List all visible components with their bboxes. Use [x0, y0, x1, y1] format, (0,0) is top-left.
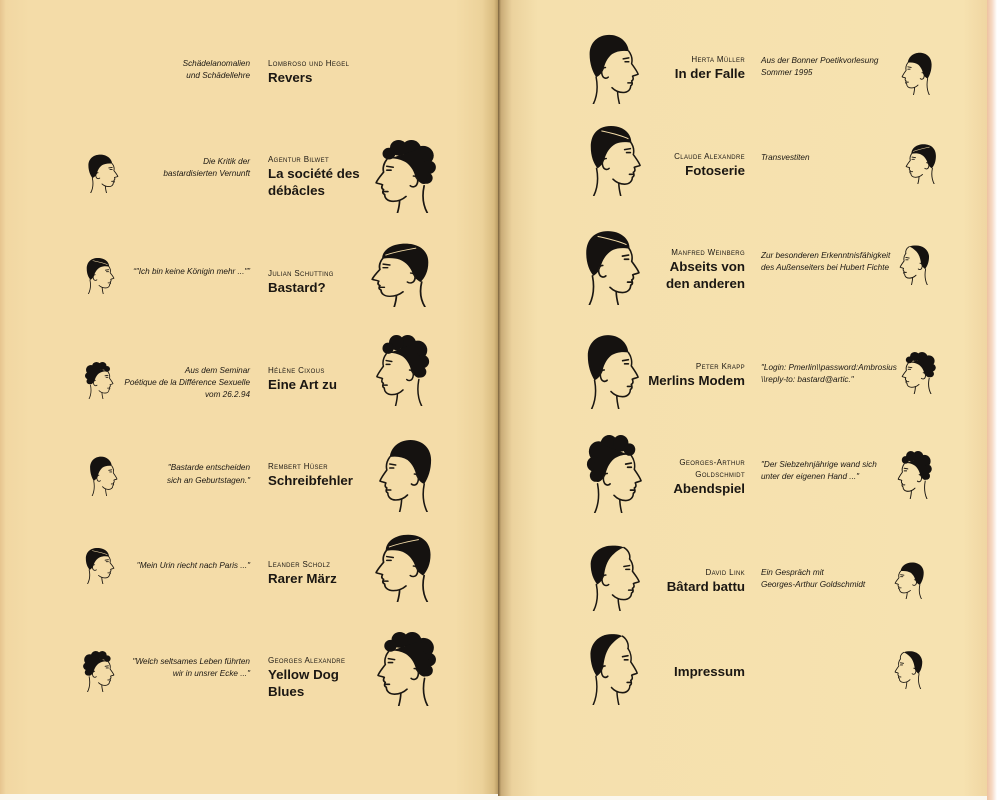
author-line: David Link: [705, 568, 745, 577]
page-edge: [987, 0, 997, 800]
toc-entry: [268, 655, 378, 700]
entry-title: [268, 667, 378, 700]
author-line: Agentur Bilwet: [268, 155, 330, 164]
subtitle-line: und Schädellehre: [186, 71, 250, 80]
author-line: Lombroso und Hegel: [268, 59, 350, 68]
title-line: Merlins Modem: [648, 373, 745, 388]
author-line: Peter Krapp: [695, 362, 745, 371]
author-line: Claude Alexandre: [674, 152, 745, 161]
entry-subtitle: [761, 250, 901, 274]
title-line: Yellow Dog: [268, 667, 339, 682]
toc-entry: [560, 54, 745, 83]
subtitle-line: Sommer 1995: [761, 68, 813, 77]
subtitle-line: "Bastarde entscheiden: [167, 463, 250, 472]
subtitle-line: Aus der Bonner Poetikvorlesung: [761, 56, 879, 65]
entry-title: [560, 66, 745, 83]
entry-author: [268, 559, 378, 571]
entry-author: [268, 58, 378, 70]
entry-title: [560, 481, 745, 498]
entry-title: [268, 377, 378, 394]
entry-subtitle: [761, 459, 901, 483]
toc-entry: [268, 58, 378, 87]
title-line: Bastard?: [268, 280, 326, 295]
title-line: Fotoserie: [685, 163, 745, 178]
author-line: Rembert Hüser: [268, 462, 328, 471]
entry-author: [560, 54, 745, 66]
toc-entry: [560, 361, 745, 390]
subtitle-line: "Welch seltsames Leben führten: [132, 657, 250, 666]
toc-entry: [268, 559, 378, 588]
entry-subtitle: [60, 656, 250, 680]
entry-title: [560, 163, 745, 180]
subtitle-line: wir in unsrer Ecke ...": [172, 669, 250, 678]
entry-author: [560, 151, 745, 163]
entry-subtitle: [60, 462, 250, 487]
profile-head-illustration: [370, 240, 436, 307]
title-line: Rarer März: [268, 571, 337, 586]
profile-head-illustration: [375, 335, 431, 406]
profile-head-illustration: [374, 531, 438, 602]
profile-head-illustration: [894, 561, 927, 599]
subtitle-line: unter der eigenen Hand ...": [761, 472, 860, 481]
subtitle-line: "Der Siebzehnjährige wand sich: [761, 460, 877, 469]
entry-subtitle: [60, 365, 250, 401]
subtitle-line: “"Ich bin keine Königin mehr ..."”: [133, 267, 250, 276]
subtitle-line: Poétique de la Différence Sexuelle: [124, 378, 250, 387]
profile-head-illustration: [897, 451, 933, 499]
toc-entry: [268, 154, 378, 199]
subtitle-line: des Außenseiters bei Hubert Fichte: [761, 263, 890, 272]
subtitle-line: Schädelanomalien: [182, 59, 250, 68]
entry-author: [268, 268, 378, 280]
subtitle-line: Aus dem Seminar: [184, 366, 250, 375]
subtitle-line: sich an Geburtstagen.": [166, 475, 250, 485]
toc-entry: [560, 567, 745, 596]
toc-entry: [560, 151, 745, 180]
entry-author: [268, 655, 378, 667]
entry-subtitle: [761, 362, 901, 386]
title-line: Impressum: [674, 664, 745, 679]
entry-author: [268, 365, 378, 377]
entry-title: [560, 664, 745, 681]
subtitle-line: Ein Gespräch mit: [761, 568, 824, 577]
entry-author: [560, 567, 745, 579]
subtitle-line: bastardisierten Vernunft: [163, 169, 250, 178]
subtitle-line: "Login: Pmerlin\\password:Ambrosius: [761, 363, 897, 372]
author-line: Julian Schutting: [268, 269, 334, 278]
entry-author: [268, 154, 378, 166]
subtitle-line: \\reply-to: bastard@artic.": [761, 375, 854, 384]
entry-title: [268, 70, 378, 87]
title-line: In der Falle: [674, 66, 745, 81]
toc-entry: [268, 365, 378, 394]
title-line: La société des: [268, 166, 360, 181]
entry-subtitle: [60, 266, 250, 278]
author-line: Hélène Cixous: [268, 366, 325, 375]
toc-entry: [560, 457, 745, 498]
author-line: Georges-Arthur: [679, 458, 745, 467]
entry-title: [560, 259, 745, 292]
author-line: Leander Scholz: [268, 560, 331, 569]
subtitle-line: Transvestiten: [761, 153, 810, 162]
title-line: Bâtard battu: [666, 579, 745, 594]
entry-author: [560, 457, 745, 481]
entry-title: [268, 166, 378, 199]
profile-head-illustration: [376, 632, 438, 706]
profile-head-illustration: [901, 51, 935, 95]
profile-head-illustration: [899, 242, 933, 285]
entry-title: [560, 373, 745, 390]
subtitle-line: Georges-Arthur Goldschmidt: [761, 580, 866, 589]
title-line: Schreibfehler: [268, 473, 353, 488]
profile-head-illustration: [378, 437, 437, 512]
subtitle-line: Zur besonderen Erkenntnisfähigkeit: [761, 251, 891, 260]
entry-subtitle: [761, 55, 901, 79]
toc-entry: [268, 461, 378, 490]
toc-entry: [560, 664, 745, 681]
subtitle-line: Die Kritik der: [203, 157, 250, 166]
title-line: débâcles: [268, 182, 325, 198]
title-line: Abseits von: [669, 259, 745, 274]
profile-head-illustration: [894, 648, 926, 689]
entry-subtitle: [60, 156, 250, 180]
entry-subtitle: [60, 58, 250, 82]
title-line: den anderen: [665, 275, 745, 291]
entry-subtitle: [761, 567, 901, 591]
author-line: Goldschmidt: [695, 470, 745, 479]
author-line: Georges Alexandre: [268, 656, 346, 665]
title-line: Revers: [268, 70, 313, 85]
entry-title: [268, 280, 378, 297]
title-line: Eine Art zu: [268, 377, 337, 392]
subtitle-line: vom 26.2.94: [204, 390, 250, 399]
entry-author: [560, 361, 745, 373]
author-line: Manfred Weinberg: [671, 248, 745, 257]
author-line: Herta Müller: [691, 55, 745, 64]
subtitle-line: "Mein Urin riecht nach Paris ...": [136, 561, 250, 570]
entry-author: [560, 247, 745, 259]
profile-head-illustration: [374, 140, 438, 213]
entry-author: [268, 461, 378, 473]
entry-subtitle: [60, 560, 250, 572]
title-line: Blues: [268, 683, 305, 699]
entry-title: [268, 473, 378, 490]
profile-head-illustration: [901, 352, 937, 394]
toc-entry: [560, 247, 745, 292]
entry-title: [560, 579, 745, 596]
profile-head-illustration: [905, 142, 940, 184]
entry-subtitle: [761, 152, 901, 164]
title-line: Abendspiel: [673, 481, 745, 496]
entry-title: [268, 571, 378, 588]
toc-entry: [268, 268, 378, 297]
